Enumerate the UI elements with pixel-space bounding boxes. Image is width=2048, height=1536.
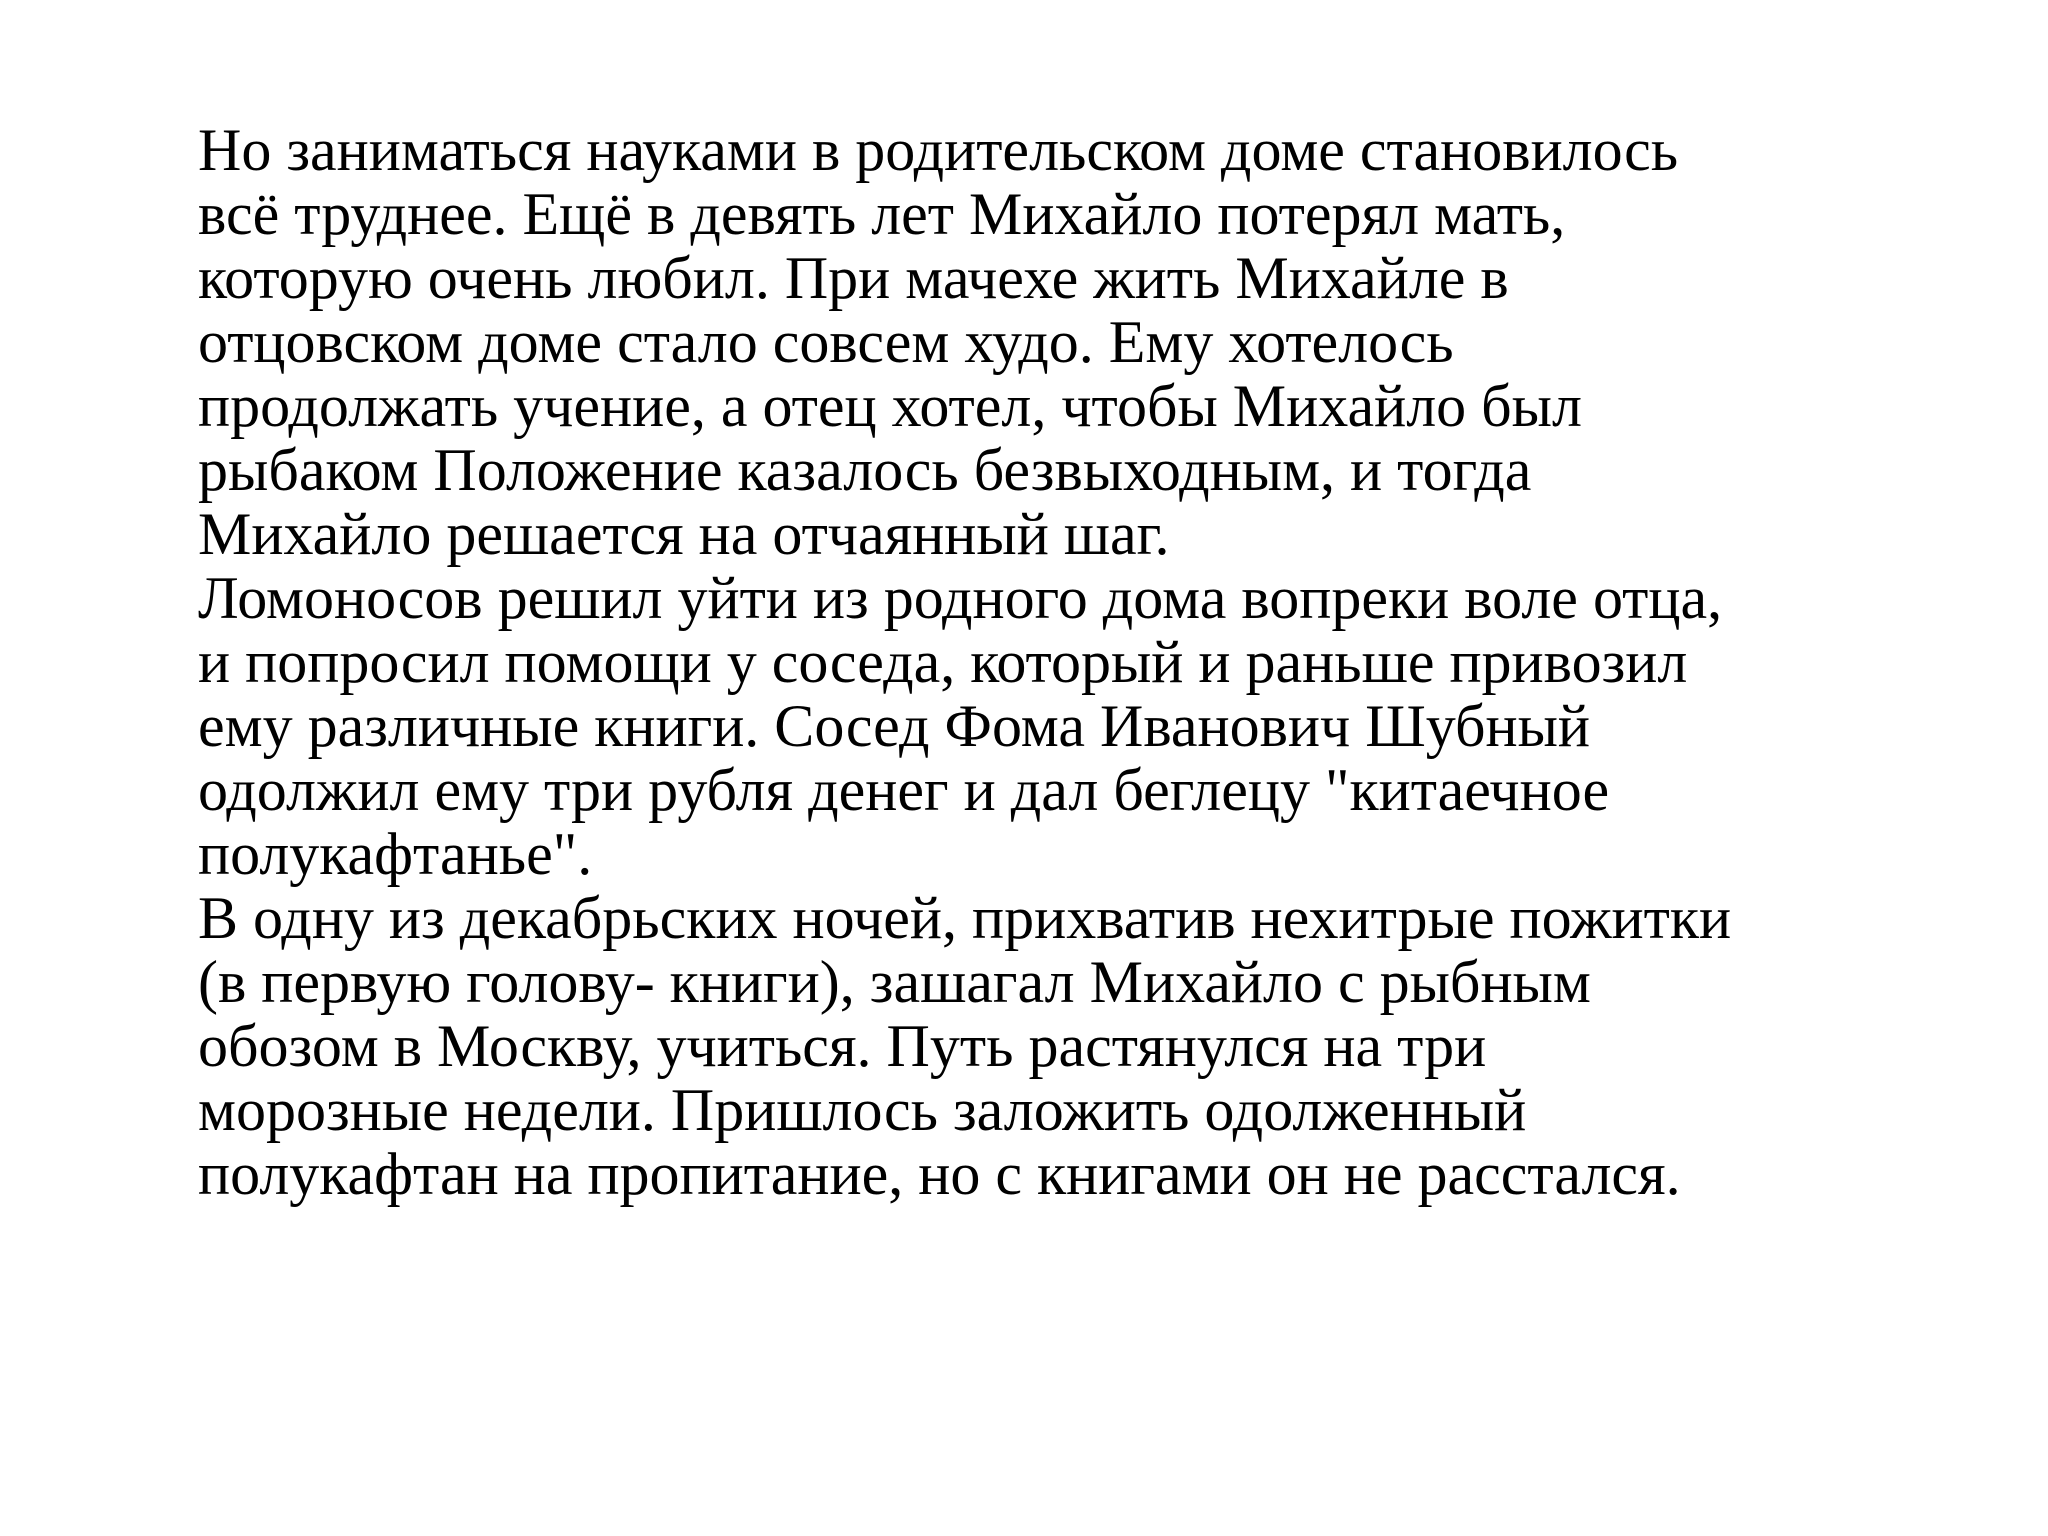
text-line: Михайло решается на отчаянный шаг. [198, 501, 1170, 567]
text-line: (в первую голову- книги), зашагал Михайло с рыбным [198, 949, 1591, 1015]
text-line: Ломоносов решил уйти из родного дома вопреки воле отца, [198, 565, 1723, 631]
text-line: ему различные книги. Сосед Фома Иванович Шубный [198, 693, 1591, 759]
text-line: Но заниматься науками в родительском доме становилось [198, 117, 1679, 183]
text-line: продолжать учение, а отец хотел, чтобы Михайло был [198, 373, 1582, 439]
text-line: одолжил ему три рубля денег и дал беглецу "китаечное [198, 757, 1610, 823]
text-line: В одну из декабрьских ночей, прихватив нехитрые пожитки [198, 885, 1732, 951]
text-line: обозом в Москву, учиться. Путь растянулся на три [198, 1013, 1487, 1079]
text-line: рыбаком Положение казалось безвыходным, и тогда [198, 437, 1532, 503]
text-line: и попросил помощи у соседа, который и раньше привозил [198, 629, 1688, 695]
body-text [198, 118, 2018, 1206]
text-line: полукафтан на пропитание, но с книгами он не расстался. [198, 1141, 1681, 1207]
text-line: полукафтанье". [198, 821, 593, 887]
text-line: отцовском доме стало совсем худо. Ему хотелось [198, 309, 1454, 375]
text-line: которую очень любил. При мачехе жить Михайле в [198, 245, 1509, 311]
text-line: всё труднее. Ещё в девять лет Михайло потерял мать, [198, 181, 1566, 247]
text-line: морозные недели. Пришлось заложить одолженный [198, 1077, 1527, 1143]
